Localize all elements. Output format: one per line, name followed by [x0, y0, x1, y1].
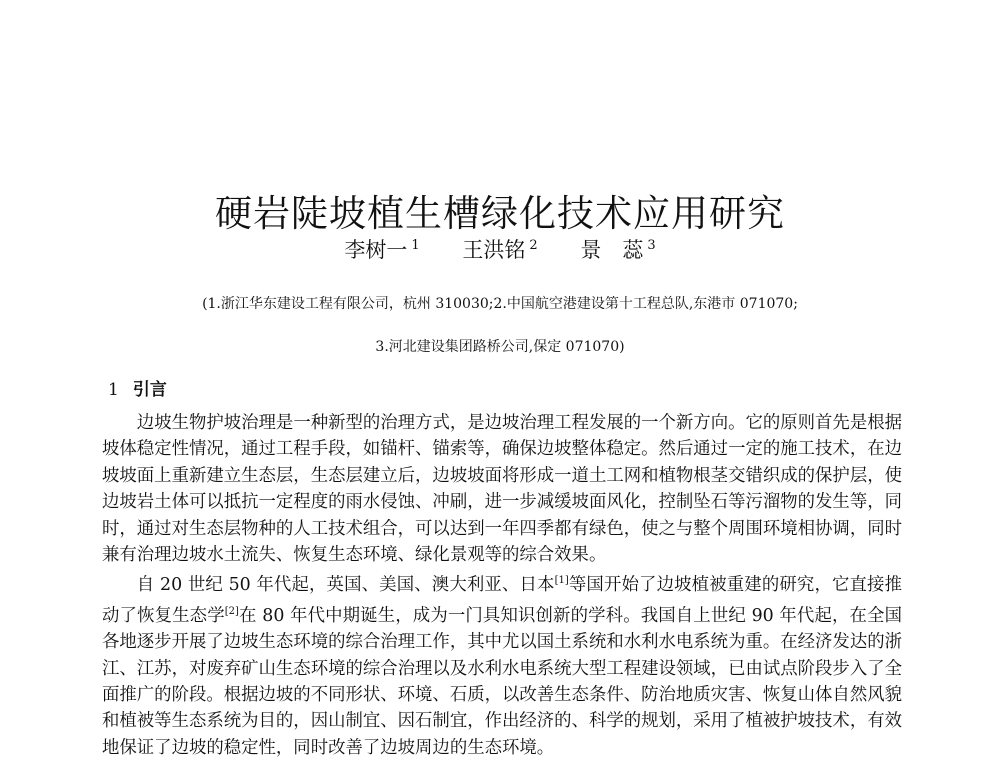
section-number: 1 — [108, 380, 119, 400]
section-title: 引言 — [132, 380, 167, 400]
affiliation-line-2: 3.河北建设集团路桥公司,保定 071070) — [375, 339, 625, 355]
body-text — [102, 410, 902, 761]
author-affil-mark: 2 — [529, 238, 538, 253]
author-1 — [344, 238, 419, 262]
author-affil-mark: 3 — [647, 238, 656, 253]
author-name: 王洪铭 — [462, 238, 526, 262]
paragraph-1: 边坡生物护坡治理是一种新型的治理方式，是边坡治理工程发展的一个新方向。它的原则首先是根据坡体稳定性情况，通过工程手段，如锚杆、锚索等，确保边坡整体稳定。然后通过一定的施工技术，在边坡坡面上重新建立生态层，生态层建立后，边坡坡面将形成一道土工网和植物根茎交错织成的保护层，使边坡岩土体可以抵抗一定程度的雨水侵蚀、冲刷，进一步减缓坡面风化，控制坠石等污溜物的发生等，同时，通过对生态层物种的人工技术组合，可以达到一年四季都有绿色，使之与整个周围环境相协调，同时兼有治理边坡水土流失、恢复生态环境、绿化景观等的综合效果。 — [102, 413, 902, 566]
citation-ref-2[interactable]: [2] — [224, 605, 239, 617]
paragraph-2 — [102, 568, 902, 761]
author-line — [0, 234, 1000, 264]
author-2 — [462, 238, 537, 262]
author-name: 景 蕊 — [580, 238, 644, 262]
section-heading — [108, 375, 167, 400]
affiliation-line-1: (1.浙江华东建设工程有限公司，杭州 310030;2.中国航空港建设第十工程总队,东港市 071070; — [202, 296, 798, 312]
author-3 — [580, 238, 655, 262]
author-affil-mark: 1 — [411, 238, 420, 253]
paper-title: 硬岩陡坡植生槽绿化技术应用研究 — [215, 191, 785, 235]
citation-ref-1[interactable]: [1] — [554, 575, 569, 587]
paragraph-2-part-b: 等国开始了边坡植被重建的研究，它直接推动了恢复生态学 — [102, 575, 902, 626]
author-name: 李树一 — [344, 238, 408, 262]
paragraph-2-part-a: 自 20 世纪 50 年代起，英国、美国、澳大利亚、日本 — [136, 575, 555, 596]
paragraph-2-part-c: 在 80 年代中期诞生，成为一门具知识创新的学科。我国自上世纪 90 年代起，在全国各地逐步开展了边坡生态环境的综合治理工作，其中尤以国土系统和水利水电系统为重。在经济发达的浙江、江苏，对废弃矿山生态环境的综合治理以及水利水电系统大型工程建设领域，已由试点阶段步入了全面推广的阶段。根据边坡的不同形状、环境、石质，以改善生态条件、防治地质灾害、恢复山体自然风貌和植被等生态系统为目的，因山制宜、因石制宜，作出经济的、科学的规划，采用了植被护坡技术，有效地保证了边坡的稳定性，同时改善了边坡周边的生态环境。 — [102, 605, 902, 758]
